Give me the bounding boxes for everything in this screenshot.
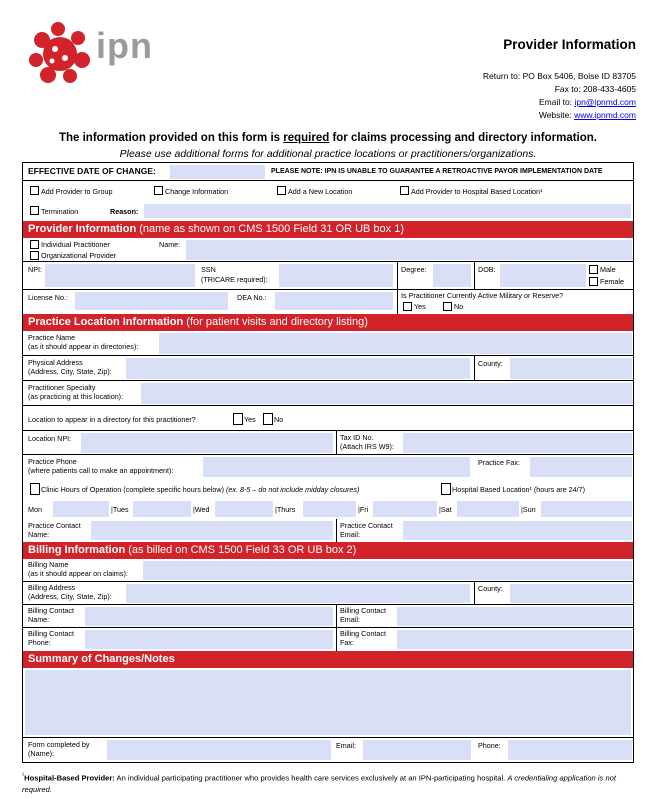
physical-address-row: Physical Address (Address, City, State, Zip): County: xyxy=(23,356,633,381)
billing-contact-fax-field[interactable] xyxy=(397,630,632,649)
day-tue-field[interactable] xyxy=(133,501,191,517)
practice-phone-label: Practice Phone xyxy=(28,457,77,466)
practice-phone-field[interactable] xyxy=(203,457,470,477)
termination-checkbox[interactable] xyxy=(30,206,39,215)
specialty-label: Practitioner Specialty xyxy=(28,383,96,392)
add-hospital-checkbox[interactable] xyxy=(400,186,409,195)
billing-contact-fax-label: Billing Contact xyxy=(340,629,386,638)
directory-label: Location to appear in a directory for this practitioner? xyxy=(28,415,196,424)
dea-label: DEA No.: xyxy=(237,293,267,302)
taxid-label: Tax ID No. xyxy=(340,433,374,442)
effective-date-row xyxy=(23,163,633,181)
email-line xyxy=(483,96,636,109)
billing-section-header: Billing Information (as billed on CMS 1500 Field 33 OR UB box 2) xyxy=(23,542,633,559)
billing-contact-email-field[interactable] xyxy=(397,607,632,626)
hospital-based-checkbox[interactable] xyxy=(441,483,451,495)
location-npi-row: Location NPI: Tax ID No. (Attach IRS W9): xyxy=(23,431,633,455)
add-provider-label: Add Provider to Group xyxy=(41,187,113,196)
directory-yes-checkbox[interactable] xyxy=(233,413,243,425)
completed-email-label: Email: xyxy=(336,741,356,750)
directory-no-checkbox[interactable] xyxy=(263,413,273,425)
practice-phone-row: Practice Phone (where patients call to make an appointment): Practice Fax: xyxy=(23,455,633,479)
billing-address-field[interactable] xyxy=(126,584,470,603)
degree-field[interactable] xyxy=(433,264,471,287)
day-wed-field[interactable] xyxy=(215,501,273,517)
weekday-hours-row xyxy=(23,499,633,519)
completed-by-field[interactable] xyxy=(107,740,331,760)
ssn-sub-label: (TRICARE required): xyxy=(201,275,268,284)
logo-text: ipn xyxy=(96,25,153,66)
change-info-checkbox[interactable] xyxy=(154,186,163,195)
day-mon-field[interactable] xyxy=(53,501,109,517)
billing-contact-row: Billing Contact Name: Billing Contact Email: xyxy=(23,605,633,628)
billing-address-label: Billing Address xyxy=(28,583,76,592)
license-label: License No.: xyxy=(28,293,68,302)
action-row xyxy=(23,181,633,201)
intro-subline: Please use additional forms for additional practice locations or practitioners/organizations. xyxy=(119,148,537,160)
website-line xyxy=(483,109,636,122)
day-sat-label: |Sat xyxy=(439,505,452,514)
female-checkbox[interactable] xyxy=(589,277,598,286)
email-link[interactable]: ipn@ipnmd.com xyxy=(574,97,636,107)
change-info-label: Change Information xyxy=(165,187,229,196)
footnote: $^{^1}$Hospital-Based Provider: An individual participating practitioner who provides health care services exclusively at an IPN-participating hospital. A credentialing application is not required. xyxy=(22,772,617,794)
license-row xyxy=(23,290,633,314)
return-address: Return to: PO Box 5406, Boise ID 83705 xyxy=(482,71,636,81)
practice-contact-email-field[interactable] xyxy=(403,521,632,540)
organizational-provider-checkbox[interactable] xyxy=(30,251,39,260)
practice-contact-name-field[interactable] xyxy=(91,521,333,540)
npi-label: NPI: xyxy=(28,265,42,274)
day-thu-field[interactable] xyxy=(303,501,356,517)
summary-notes-field[interactable] xyxy=(25,670,631,735)
email-label: Email to: xyxy=(539,97,575,107)
billing-contact-email-label: Billing Contact xyxy=(340,606,386,615)
military-yes-checkbox[interactable] xyxy=(403,302,412,311)
billing-contact-name-field[interactable] xyxy=(85,607,333,626)
day-fri-field[interactable] xyxy=(373,501,437,517)
clinic-hours-checkbox[interactable] xyxy=(30,483,40,495)
ssn-label: SSN xyxy=(201,265,216,274)
practice-fax-field[interactable] xyxy=(530,457,632,477)
license-field[interactable] xyxy=(75,292,228,310)
day-mon-label: Mon xyxy=(28,505,42,514)
practice-contact-row: Practice Contact Name: Practice Contact Email: xyxy=(23,519,633,542)
billing-county-label: County: xyxy=(478,584,503,593)
reason-field[interactable] xyxy=(144,204,631,218)
individual-practitioner-checkbox[interactable] xyxy=(30,240,39,249)
dob-field[interactable] xyxy=(500,264,586,287)
billing-contact-phone-field[interactable] xyxy=(85,630,333,649)
page-title: Provider Information xyxy=(503,37,636,52)
provider-form xyxy=(22,162,634,763)
completed-email-field[interactable] xyxy=(363,740,471,760)
billing-contact-phone-label: Billing Contact xyxy=(28,629,74,638)
day-wed-label: |Wed xyxy=(193,505,210,514)
retroactive-note: PLEASE NOTE: IPN IS UNABLE TO GUARANTEE A RETROACTIVE PAYOR IMPLEMENTATION DATE xyxy=(271,168,603,175)
location-npi-label: Location NPI: xyxy=(28,434,72,443)
specialty-row: Practitioner Specialty (as practicing at this location): xyxy=(23,381,633,406)
add-location-checkbox[interactable] xyxy=(277,186,286,195)
day-thu-label: |Thurs xyxy=(275,505,296,514)
billing-name-label: Billing Name xyxy=(28,560,69,569)
intro-line: The information provided on this form is required for claims processing and directory information. xyxy=(58,132,598,144)
directory-row xyxy=(23,406,633,431)
provider-id-row xyxy=(23,262,633,290)
completed-by-row: Form completed by (Name): Email: Phone: xyxy=(23,738,633,762)
practice-fax-label: Practice Fax: xyxy=(478,458,520,467)
hospital-based-label: Hospital Based Location¹ (hours are 24/7) xyxy=(452,485,586,494)
termination-row xyxy=(23,201,633,221)
male-checkbox[interactable] xyxy=(589,265,598,274)
degree-label: Degree: xyxy=(401,265,427,274)
military-no-checkbox[interactable] xyxy=(443,302,452,311)
provider-name-field[interactable] xyxy=(186,240,632,260)
practice-name-label: Practice Name xyxy=(28,333,76,342)
organizational-label: Organizational Provider xyxy=(41,251,117,260)
provider-section-header: Provider Information (name as shown on CMS 1500 Field 31 OR UB box 1) xyxy=(23,221,633,238)
provider-type-row xyxy=(23,238,633,262)
reason-label: Reason: xyxy=(110,207,139,216)
effective-date-label: EFFECTIVE DATE OF CHANGE: xyxy=(28,166,156,176)
practice-name-field[interactable] xyxy=(159,333,632,354)
practice-county-field[interactable] xyxy=(510,358,632,379)
website-link[interactable]: www.ipnmd.com xyxy=(574,110,636,120)
add-hospital-label: Add Provider to Hospital Based Location¹ xyxy=(411,187,543,196)
completed-by-label: Form completed by xyxy=(28,740,90,749)
billing-name-field[interactable] xyxy=(143,561,632,580)
day-sun-field[interactable] xyxy=(541,501,632,517)
billing-contact-name-label: Billing Contact xyxy=(28,606,74,615)
military-label: Is Practitioner Currently Active Military or Reserve? xyxy=(401,291,564,300)
directory-no-label: No xyxy=(274,415,284,424)
taxid-field[interactable] xyxy=(403,433,632,453)
clinic-hours-label: Clinic Hours of Operation (complete specific hours below) (ex. 8-5 – do not include midday closures) xyxy=(41,485,360,494)
dob-label: DOB: xyxy=(478,265,496,274)
practice-section-header: Practice Location Information (for patient visits and directory listing) xyxy=(23,314,633,331)
practice-contact-email-label: Practice Contact xyxy=(340,521,393,530)
billing-phone-row: Billing Contact Phone: Billing Contact Fax: xyxy=(23,628,633,651)
practice-county-label: County: xyxy=(478,359,503,368)
dea-field[interactable] xyxy=(275,292,393,310)
day-sun-label: |Sun xyxy=(521,505,536,514)
practice-contact-name-label: Practice Contact xyxy=(28,521,81,530)
individual-label: Individual Practitioner xyxy=(41,240,110,249)
female-label: Female xyxy=(600,277,624,286)
practice-name-row: Practice Name (as it should appear in directories): xyxy=(23,331,633,356)
day-tue-label: |Tues xyxy=(111,505,129,514)
required-word: required xyxy=(283,132,330,144)
fax-number: Fax to: 208-433-4605 xyxy=(554,84,636,94)
ssn-field[interactable] xyxy=(279,264,393,287)
billing-county-field[interactable] xyxy=(510,584,632,603)
directory-yes-label: Yes xyxy=(244,415,256,424)
website-label: Website: xyxy=(538,110,575,120)
day-fri-label: |Fri xyxy=(358,505,369,514)
physical-address-label: Physical Address xyxy=(28,358,83,367)
contact-block xyxy=(483,70,636,122)
effective-date-field[interactable] xyxy=(170,165,265,179)
add-location-label: Add a New Location xyxy=(288,187,353,196)
physical-address-field[interactable] xyxy=(126,358,470,379)
clinic-hours-row xyxy=(23,479,633,499)
summary-notes-row xyxy=(23,668,633,738)
completed-phone-label: Phone: xyxy=(478,741,501,750)
termination-label: Termination xyxy=(41,207,79,216)
summary-section-header: Summary of Changes/Notes xyxy=(23,651,633,668)
military-no-label: No xyxy=(454,302,464,311)
billing-name-row: Billing Name (as it should appear on claims): xyxy=(23,559,633,582)
military-yes-label: Yes xyxy=(414,302,426,311)
npi-field[interactable] xyxy=(45,264,195,287)
specialty-field[interactable] xyxy=(141,383,632,404)
male-label: Male xyxy=(600,265,616,274)
add-provider-checkbox[interactable] xyxy=(30,186,39,195)
provider-name-label: Name: xyxy=(159,240,181,249)
completed-phone-field[interactable] xyxy=(508,740,632,760)
location-npi-field[interactable] xyxy=(81,433,333,453)
day-sat-field[interactable] xyxy=(457,501,519,517)
billing-address-row: Billing Address (Address, City, State, Zip): County: xyxy=(23,582,633,605)
